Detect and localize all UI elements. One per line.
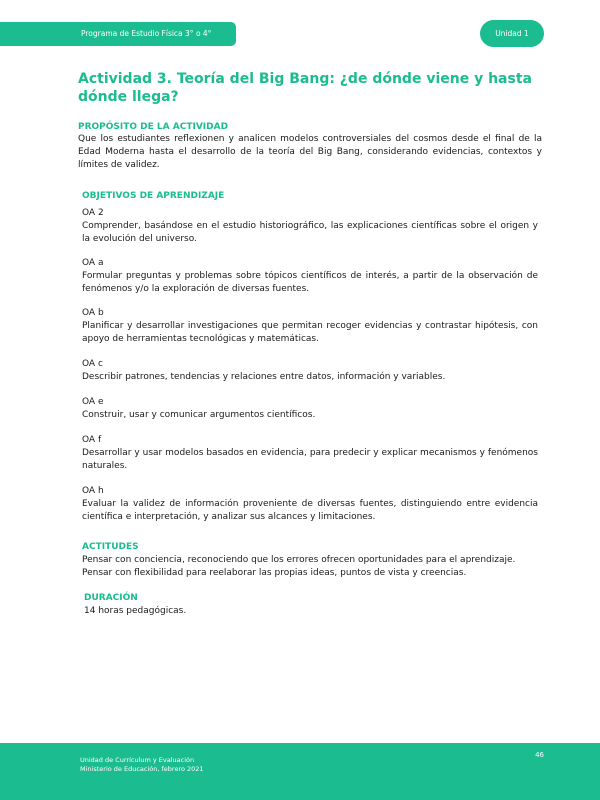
page-number: 46 (535, 751, 544, 759)
footer-bar (0, 743, 600, 800)
oa-code: OA e (82, 397, 104, 407)
duracion-heading: DURACIÓN (84, 593, 138, 603)
oa-text: Construir, usar y comunicar argumentos científicos. (82, 410, 316, 420)
footer-unit: Unidad de Currículum y Evaluación (80, 756, 195, 764)
oa-code: OA b (82, 308, 104, 318)
actitud-item: Pensar con flexibilidad para reelaborar las propias ideas, puntos de vista y creencias. (82, 568, 467, 578)
proposito-text: Que los estudiantes reflexionen y analicen modelos controversiales del cosmos desde el final de la Edad Moderna hasta el desarrollo de la teoría del Big Bang, considerando evidencias, contextos y límites de validez. (78, 134, 542, 170)
oa-code: OA h (82, 486, 104, 496)
oa-text: Describir patrones, tendencias y relaciones entre datos, información y variables. (82, 372, 446, 382)
oa-text: Desarrollar y usar modelos basados en evidencia, para predecir y explicar mecanismos y fenómenos naturales. (82, 448, 538, 471)
oa-text: Planificar y desarrollar investigaciones que permitan recoger evidencias y contrastar hipótesis, con apoyo de herramientas tecnológicas y matemáticas. (82, 321, 538, 344)
proposito-heading: PROPÓSITO DE LA ACTIVIDAD (78, 122, 229, 132)
oa-code: OA f (82, 435, 102, 445)
footer-ministry: Ministerio de Educación, febrero 2021 (80, 765, 204, 773)
activity-title: Actividad 3. Teoría del Big Bang: ¿de dónde viene y hasta dónde llega? (78, 71, 532, 105)
header-bar (0, 22, 236, 62)
actitudes-heading: ACTITUDES (82, 542, 139, 552)
program-title: Programa de Estudio Física 3° o 4° Medio (81, 29, 212, 62)
oa-code: OA a (82, 258, 104, 268)
unit-badge: Unidad 1 (480, 20, 544, 47)
oa-text: Evaluar la validez de información proveniente de diversas fuentes, distinguiendo entre evidencia científica e interpretación, y analizar sus alcances y limitaciones. (82, 499, 538, 522)
oa-text: Comprender, basándose en el estudio historiográfico, las explicaciones científicas sobre el origen y la evolución del universo. (82, 221, 538, 244)
oa-code: OA c (82, 359, 103, 369)
oa-text: Formular preguntas y problemas sobre tópicos científicos de interés, a partir de la observación de fenómenos y/o la exploración de diversas fuentes. (82, 271, 538, 294)
oa-code: OA 2 (82, 208, 104, 218)
duracion-text: 14 horas pedagógicas. (84, 606, 187, 616)
actitud-item: Pensar con conciencia, reconociendo que los errores ofrecen oportunidades para el aprendizaje. (82, 555, 516, 565)
objetivos-heading: OBJETIVOS DE APRENDIZAJE (82, 191, 225, 201)
